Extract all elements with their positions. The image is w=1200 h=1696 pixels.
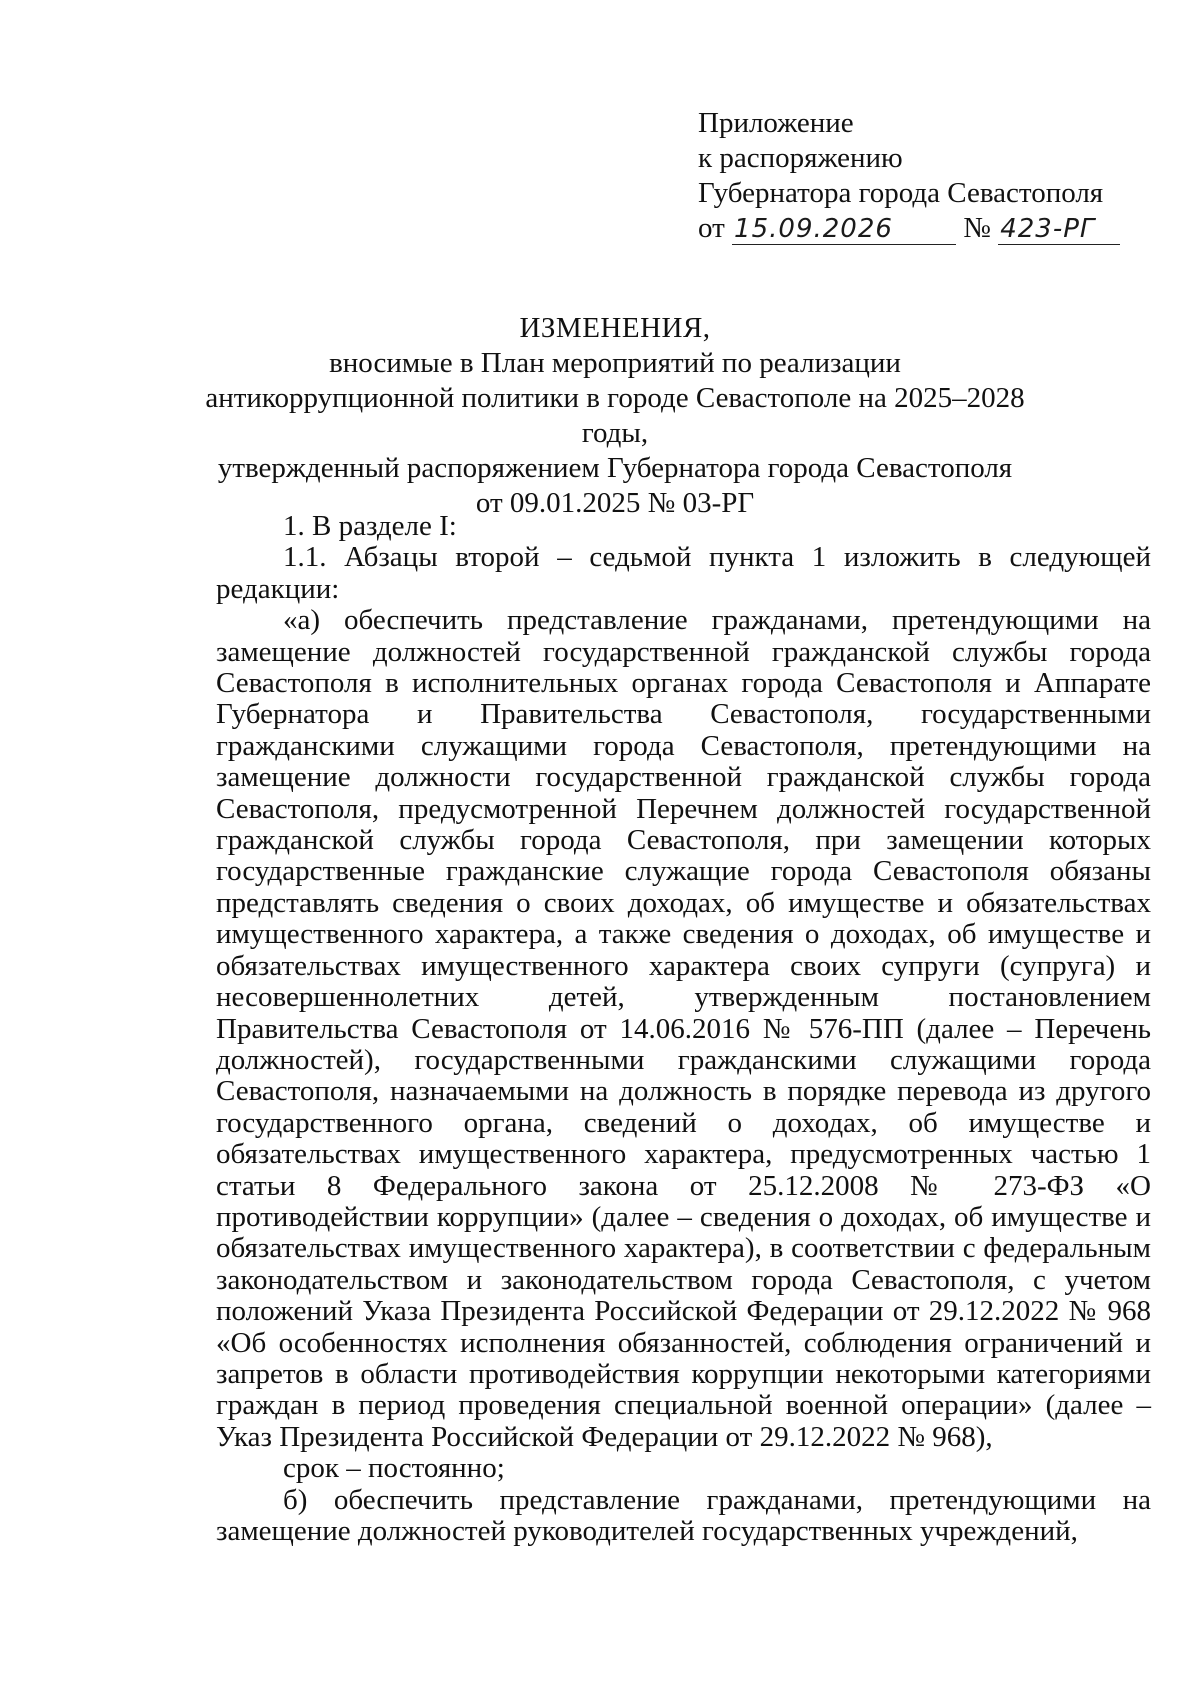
title-heading: ИЗМЕНЕНИЯ, [519, 312, 711, 344]
handwritten-date: 15.09.2026 [734, 214, 893, 244]
title-line-3: утвержденный распоряжением Губернатора города Севастополя [217, 452, 1013, 484]
appendix-label: Приложение [698, 107, 854, 139]
appendix-issuer: Губернатора города Севастополя [698, 177, 1104, 209]
title-line-1: вносимые в План мероприятий по реализации [329, 347, 901, 379]
document-body [216, 511, 1151, 1547]
paragraph-item-a: «а) обеспечить представление гражданами, претендующими на замещение должностей государственной гражданской службы города Севастополя в исполнительных органах города Севастополя и Аппарате Губернатора и Правительства Севастополя, государственными гражданскими служащими города Севастополя, претендующими на замещение должности государственной гражданской службы города Севастополя, предусмотренной Перечнем должностей государственной гражданской службы города Севастополя, при замещении которых государственные гражданские служащие города Севастополя обязаны представлять сведения о своих доходах, об имуществе и обязательствах имущественного характера, а также сведения о доходах, об имуществе и обязательствах имущественного характера своих супруги (супруга) и несовершеннолетних детей, утвержденным постановлением Правительства Севастополя от 14.06.2016 № 576-ПП (далее – Перечень должностей), государственными гражданскими служащими города Севастополя, назначаемыми на должность в порядке перевода из другого государственного органа, сведений о доходах, об имуществе и обязательствах имущественного характера, предусмотренных частью 1 статьи 8 Федерального закона от 25.12.2008 № 273-ФЗ «О противодействии коррупции» (далее – сведения о доходах, об имуществе и обязательствах имущественного характера), в соответствии с федеральным законодательством и законодательством города Севастополя, с учетом положений Указа Президента Российской Федерации от 29.12.2022 № 968 «Об особенностях исполнения обязанностей, соблюдения ограничений и запретов в области противодействия коррупции некоторыми категориями граждан в период проведения специальной военной операции» (далее – Указ Президента Российской Федерации от 29.12.2022 № 968), [216, 604, 1151, 1453]
paragraph-item-b: б) обеспечить представление гражданами, претендующими на замещение должностей руководителей государственных учреждений, [216, 1483, 1151, 1547]
appendix-header [698, 106, 1158, 246]
title-line-4: от 09.01.2025 № 03-РГ [475, 487, 755, 519]
number-field [998, 213, 1120, 245]
section-heading: 1. В разделе I: [283, 510, 457, 542]
date-prefix: от [698, 212, 725, 244]
handwritten-number: 423-РГ [1000, 214, 1096, 244]
paragraph-1-1: 1.1. Абзацы второй – седьмой пункта 1 изложить в следующей редакции: [216, 541, 1151, 605]
appendix-date-number-line [698, 211, 1158, 246]
appendix-reference: к распоряжению [698, 142, 903, 174]
title-line-2: антикоррупционной политики в городе Севастополе на 2025–2028 годы, [205, 382, 1025, 449]
date-field [732, 213, 956, 245]
paragraph-term: срок – постоянно; [283, 1452, 505, 1485]
number-prefix: № [963, 212, 991, 244]
document-title [200, 311, 1030, 521]
